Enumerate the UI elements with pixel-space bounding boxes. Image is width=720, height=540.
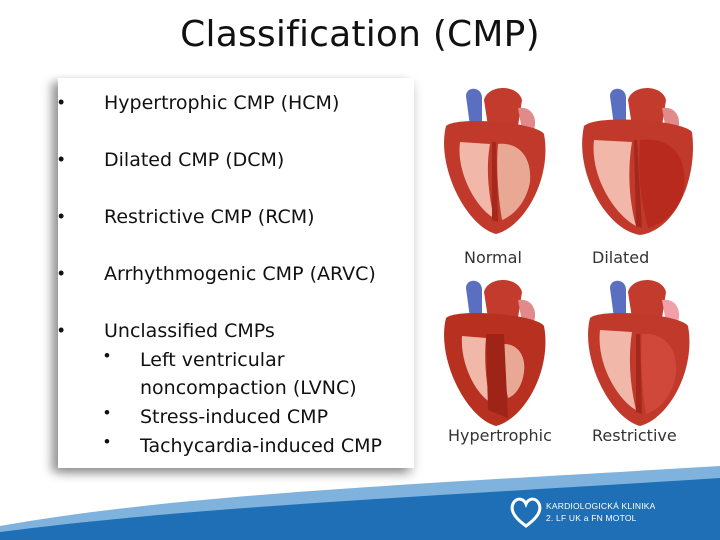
list-item-label: Unclassified CMPs — [104, 320, 275, 342]
sub-list-item-label: Tachycardia-induced CMP — [140, 435, 383, 457]
sub-bullet-marker: • — [104, 346, 110, 365]
clinic-logo-text — [546, 500, 656, 524]
sub-list-item-label: Stress-induced CMP — [140, 406, 329, 428]
bullet-marker: • — [58, 149, 65, 169]
bullet-panel — [58, 78, 414, 468]
sub-bullet-marker: • — [104, 432, 110, 451]
list-item-label: Hypertrophic CMP (HCM) — [104, 92, 340, 114]
cardiomyopathy-illustration — [420, 82, 718, 452]
caption-normal: Normal — [464, 248, 522, 267]
bullet-list — [58, 78, 414, 468]
caption-hypertrophic: Hypertrophic — [448, 426, 552, 445]
logo-line-1: KARDIOLOGICKÁ KLINIKA — [546, 501, 656, 511]
slide-title: Classification (CMP) — [180, 14, 540, 55]
hypertrophic-heart-image — [426, 278, 554, 428]
normal-heart-image — [426, 86, 554, 236]
restrictive-heart-image — [570, 278, 698, 428]
bullet-marker: • — [58, 320, 65, 340]
bullet-marker: • — [58, 263, 65, 283]
heart-logo-icon — [508, 496, 544, 528]
bullet-marker: • — [58, 92, 65, 112]
dilated-heart-image — [570, 86, 698, 236]
list-item-label: Restrictive CMP (RCM) — [104, 206, 315, 228]
logo-line-2: 2. LF UK a FN MOTOL — [546, 513, 637, 523]
bullet-marker: • — [58, 206, 65, 226]
caption-dilated: Dilated — [592, 248, 650, 267]
list-item-label: Dilated CMP (DCM) — [104, 149, 285, 171]
sub-list-item-label: Left ventricular noncompaction (LVNC) — [140, 349, 357, 399]
sub-bullet-marker: • — [104, 403, 110, 422]
list-item-label: Arrhythmogenic CMP (ARVC) — [104, 263, 376, 285]
caption-restrictive: Restrictive — [592, 426, 677, 445]
